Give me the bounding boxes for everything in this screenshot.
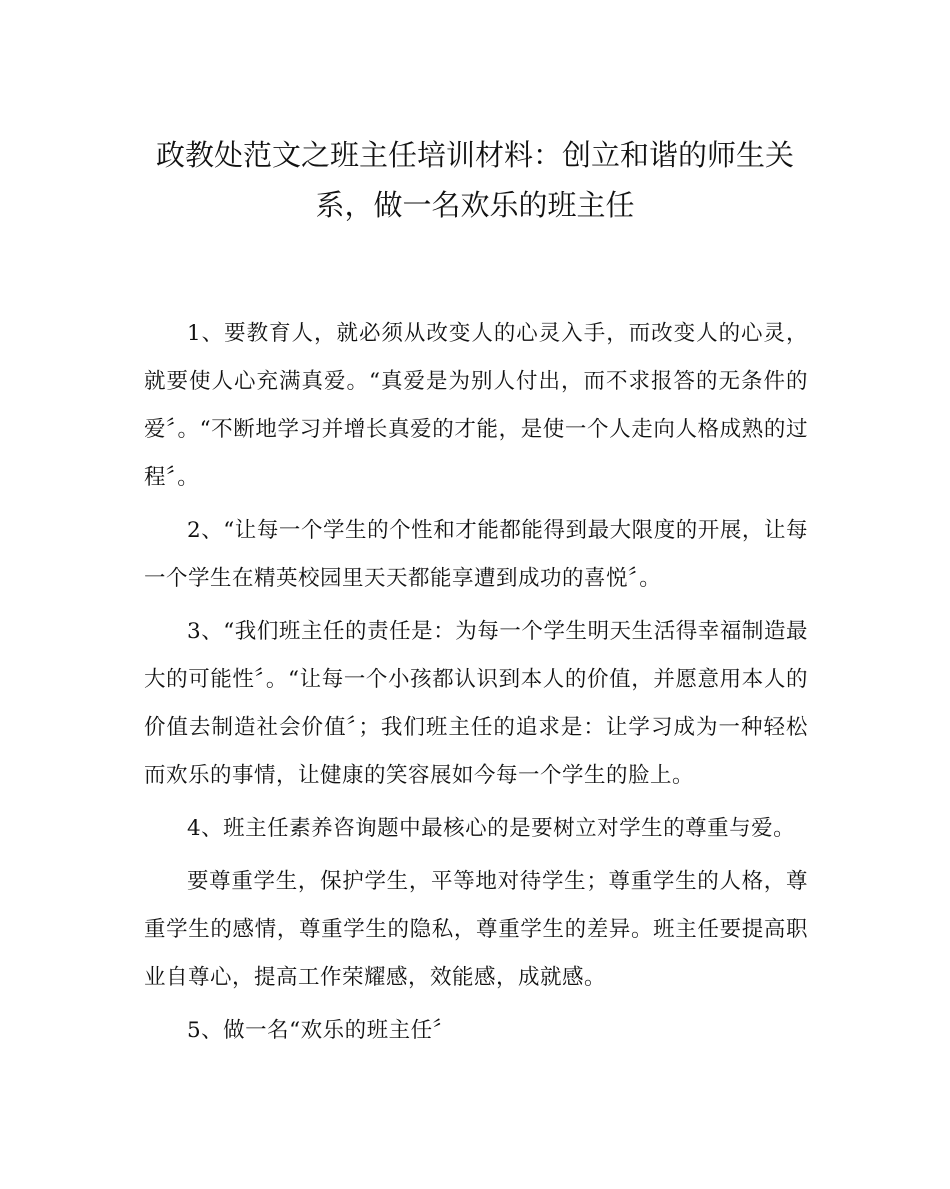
- document-body: [144, 310, 808, 1060]
- document-title: [140, 130, 810, 230]
- paragraph-4: 4、班主任素养咨询题中最核心的是要树立对学生的尊重与爱。: [187, 816, 796, 841]
- paragraph-5: 要尊重学生，保护学生，平等地对待学生；尊重学生的人格，尊重学生的感情，尊重学生的隐私，尊重学生的差异。班主任要提高职业自尊心，提高工作荣耀感，效能感，成就感。: [144, 869, 808, 990]
- paragraph-1: 1、要教育人，就必须从改变人的心灵入手，而改变人的心灵，就要使人心充满真爱。“真爱是为别人付出，而不求报答的无条件的爱〞。“不断地学习并增长真爱的才能，是使一个人走向人格成熟的过程〞。: [144, 321, 808, 490]
- paragraph-2: 2、“让每一个学生的个性和才能都能得到最大限度的开展，让每一个学生在精英校园里天天都能享遭到成功的喜悦〞。: [144, 518, 808, 591]
- title-line-1: 政教处范文之班主任培训材料：创立和谐的师生关: [155, 138, 794, 172]
- paragraph-3: 3、“我们班主任的责任是：为每一个学生明天生活得幸福制造最大的可能性〞。“让每一个小孩都认识到本人的价值，并愿意用本人的价值去制造社会价值〞；我们班主任的追求是：让学习成为一种轻松而欢乐的事情，让健康的笑容展如今每一个学生的脸上。: [144, 619, 808, 788]
- title-line-2: 系，做一名欢乐的班主任: [315, 188, 635, 222]
- paragraph-6: 5、做一名“欢乐的班主任〞: [187, 1018, 455, 1043]
